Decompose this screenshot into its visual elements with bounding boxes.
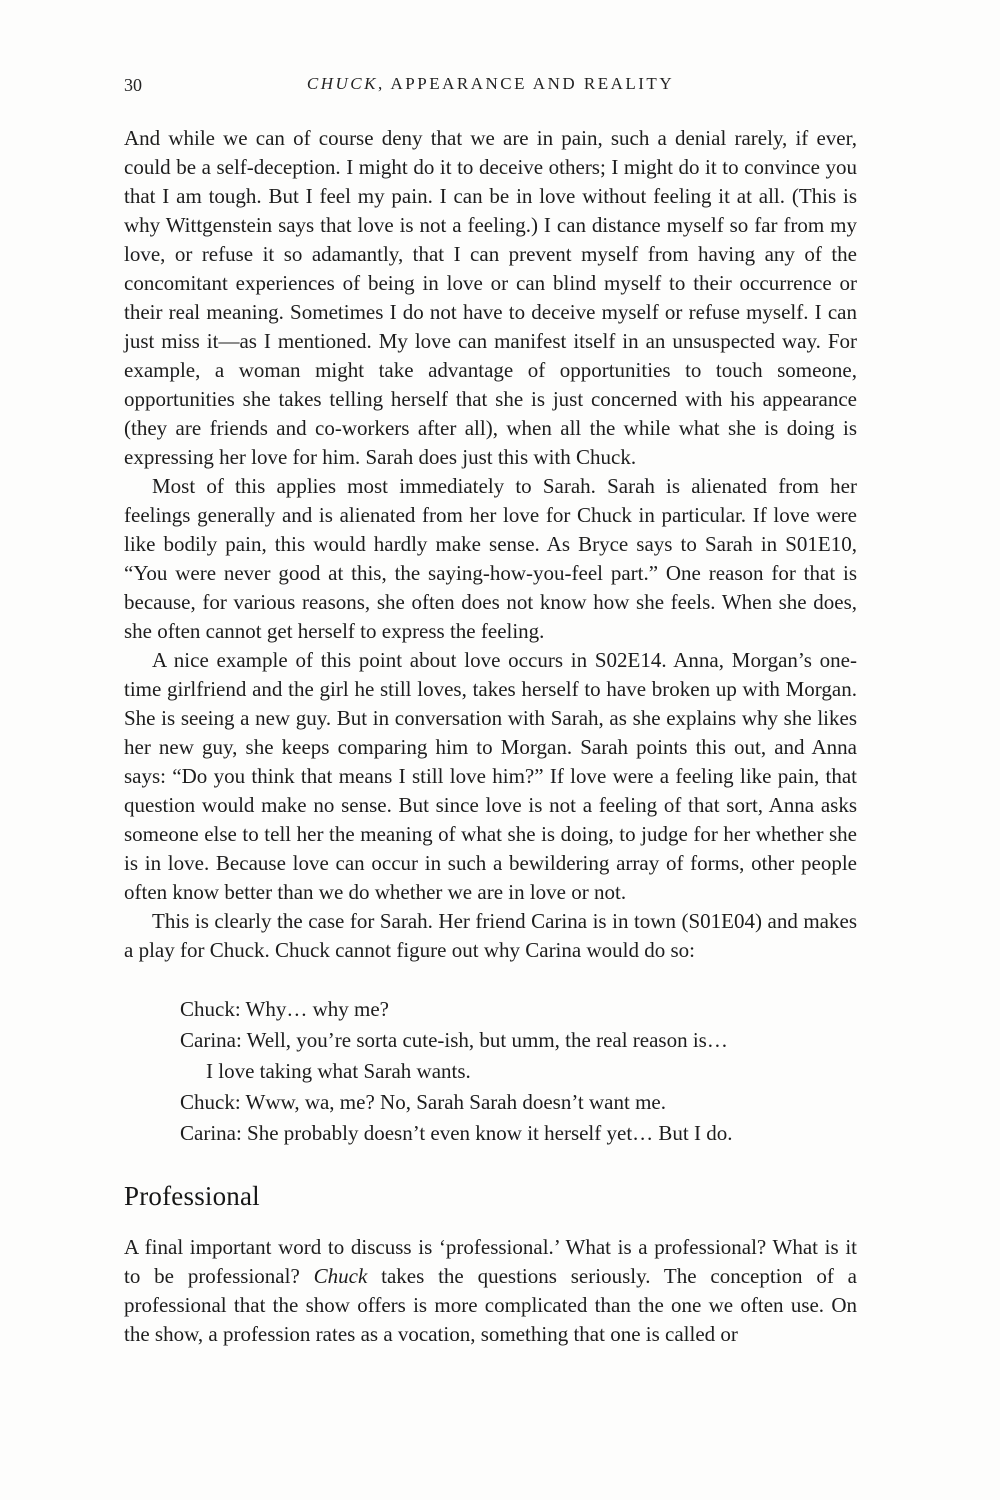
running-title-book-name: CHUCK — [306, 74, 378, 93]
running-title-rest: , APPEARANCE AND REALITY — [377, 74, 675, 93]
running-title — [307, 74, 674, 93]
dialogue-line: Carina: She probably doesn’t even know it herself yet… But I do. — [180, 1121, 733, 1145]
dialogue-line: Carina: Well, you’re sorta cute-ish, but umm, the real reason is… — [180, 1028, 728, 1052]
page-body — [124, 124, 857, 1349]
dialogue-line: Chuck: Www, wa, me? No, Sarah Sarah doesn’t want me. — [180, 1090, 666, 1114]
paragraph-carina-intro: This is clearly the case for Sarah. Her friend Carina is in town (S01E04) and makes a play for Chuck. Chuck cannot figure out why Carina would do so: — [124, 909, 857, 962]
paragraph-professional-text-2: takes the questions seriously. The conception of a professional that the show offers is more complicated than the one we often use. On the show, a profession rates as a vocation, something that one is called or — [124, 1264, 857, 1346]
dialogue-block — [180, 994, 857, 1149]
paragraph-professional-book-name: Chuck — [313, 1264, 368, 1288]
paragraph-professional-text-1: A final important word to discuss is ‘professional.’ What is a professional? What is it to be professional? — [124, 1235, 857, 1288]
paragraph-sarah-alienated: Most of this applies most immediately to Sarah. Sarah is alienated from her feelings generally and is alienated from her love for Chuck in particular. If love were like bodily pain, this would hardly make sense. As Bryce says to Sarah in S01E10, “You were never good at this, the saying-how-you-feel part.” One reason for that is because, for various reasons, she often does not know how she feels. When she does, she often cannot get herself to express the feeling. — [124, 474, 857, 643]
section-heading-professional: Professional — [124, 1181, 260, 1211]
page-number: 30 — [124, 75, 142, 95]
running-header — [124, 72, 857, 96]
paragraph-professional-intro — [124, 1233, 857, 1349]
paragraph-pain-denial: And while we can of course deny that we are in pain, such a denial rarely, if ever, could be a self-deception. I might do it to deceive others; I might do it to convince you that I am tough. But I feel my pain. I can be in love without feeling it at all. (This is why Wittgenstein says that love is not a feeling.) I can distance myself so far from my love, or refuse it so adamantly, that I can prevent myself from having any of the concomitant experiences of being in love or can blind myself to their occurrence or their real meaning. Sometimes I do not have to deceive myself or refuse myself. I can just miss it—as I mentioned. My love can manifest itself in an unsuspected way. For example, a woman might take advantage of opportunities to touch someone, opportunities she takes telling herself that she is just concerned with his appearance (they are friends and co-workers after all), when all the while what she is doing is expressing her love for him. Sarah does just this with Chuck. — [124, 126, 857, 469]
paragraph-anna-example: A nice example of this point about love occurs in S02E14. Anna, Morgan’s one-time girlfriend and the girl he still loves, takes herself to have broken up with Morgan. She is seeing a new guy. But in conversation with Sarah, as she explains why she likes her new guy, she keeps comparing him to Morgan. Sarah points this out, and Anna says: “Do you think that means I still love him?” If love were a feeling like pain, that question would make no sense. But since love is not a feeling of that sort, Anna asks someone else to tell her the meaning of what she is doing, to judge for her whether she is in love. Because love can occur in such a bewildering array of forms, other people often know better than we do whether we are in love or not. — [124, 648, 857, 904]
dialogue-line-continuation: I love taking what Sarah wants. — [206, 1059, 471, 1083]
dialogue-line: Chuck: Why… why me? — [180, 997, 389, 1021]
